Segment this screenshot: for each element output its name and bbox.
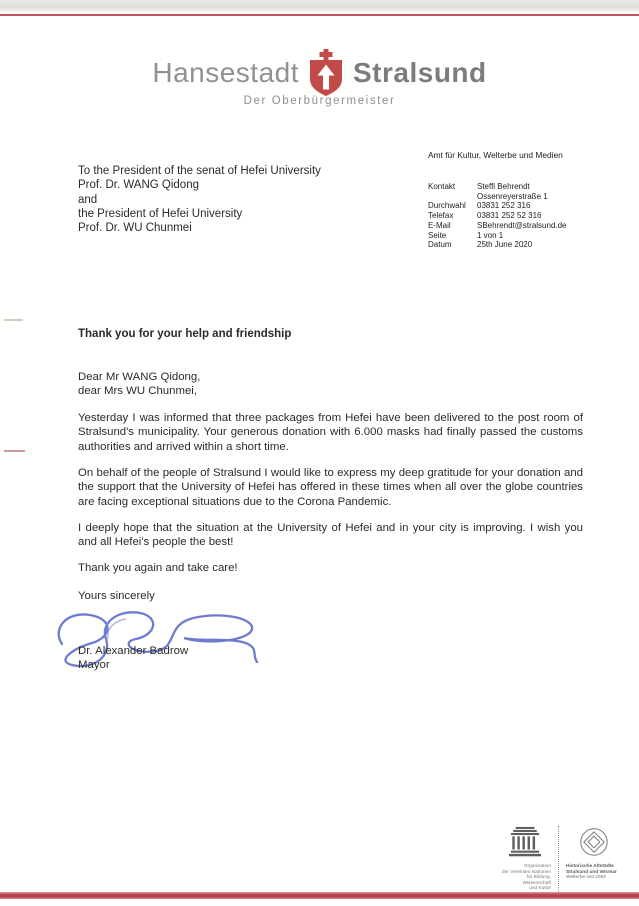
contact-label: Durchwahl [428,201,466,211]
recipient-line: and [78,193,98,206]
contact-value: 1 von 1 [477,230,504,240]
footer-logos [499,826,621,892]
valediction: Yours sincerely [78,590,155,602]
recipient-line: Prof. Dr. WU Chunmei [78,222,192,235]
body-paragraph: Yesterday I was informed that three packages from Hefei have been delivered to the post room of Stralsund's municipality. Your generous donation with 6.000 masks had finally passed the customs authorities and arrived within a short time. [78,412,583,453]
contact-label: Kontakt [428,182,456,191]
sender-info-block [428,150,608,250]
signer-role: Mayor [78,659,110,672]
world-heritage-block [559,826,621,892]
contact-value: Steffi Behrendt [477,182,530,191]
unesco-logo-block [499,826,558,892]
scan-top-band [0,0,639,12]
top-accent-line [0,14,639,16]
recipient-line: Prof. Dr. WANG Qidong [78,179,199,192]
body-paragraph: I deeply hope that the situation at the University of Hefei and in your city is improving. I wish you and all Hefei's people the best! [78,522,583,549]
closing-thanks: Thank you again and take care! [78,562,238,574]
contact-row [428,211,608,221]
brand-word-hansestadt: Hansestadt [152,57,299,88]
signer-name: Dr. Alexander Badrow [78,645,189,657]
world-heritage-caption: Historische Altstädte Stralsund und Wismar Welterbe seit 2002 [566,864,617,881]
contact-value: 03831 252 52 316 [477,211,542,221]
contact-value: 03831 252 316 [477,201,531,211]
recipient-address [78,164,321,235]
contact-value: 25th June 2020 [477,240,533,250]
contact-row [428,182,608,192]
salutation [78,370,200,399]
contact-row [428,201,608,211]
contact-row [428,231,608,241]
contact-label: E-Mail [428,220,451,230]
brand-word-stralsund: Stralsund [353,57,487,88]
letterhead-logo [0,48,639,98]
bottom-accent-bar [0,892,639,899]
fold-mark [4,319,23,321]
salutation-line: dear Mrs WU Chunmei, [78,385,197,398]
unesco-temple-icon [509,826,541,858]
recipient-line: the President of Hefei University [78,207,243,220]
unesco-caption: Organisation der Vereinten Nationen für Bildung, Wissenschaft und Kultur [501,864,551,892]
letterhead-subtitle: Der Oberbürgermeister [243,95,396,107]
contact-row [428,221,608,231]
department-name: Amt für Kultur, Welterbe und Medien [428,150,563,160]
contact-label [428,192,477,202]
salutation-line: Dear Mr WANG Qidong, [78,371,201,383]
recipient-line: To the President of the senat of Hefei University [78,165,321,177]
contact-label: Telefax [428,211,454,221]
contact-label: Seite [428,230,447,240]
subject-line: Thank you for your help and friendship [78,328,292,340]
contact-row [428,240,608,250]
contact-value: SBehrendt@stralsund.de [477,220,567,230]
signature-block [78,644,188,673]
contact-value: Ossenreyerstraße 1 [477,191,548,201]
contact-row [428,192,608,202]
world-heritage-seal-icon [579,826,609,858]
contact-label: Datum [428,240,452,250]
body-paragraph: On behalf of the people of Stralsund I would like to express my deep gratitude for your donation and the support that the University of Hefei has offered in these times when all over the globe countries are facing exceptional situations due to the Corona Pandemic. [78,467,583,508]
stralsund-shield-icon [308,49,344,96]
fold-mark [4,450,25,452]
